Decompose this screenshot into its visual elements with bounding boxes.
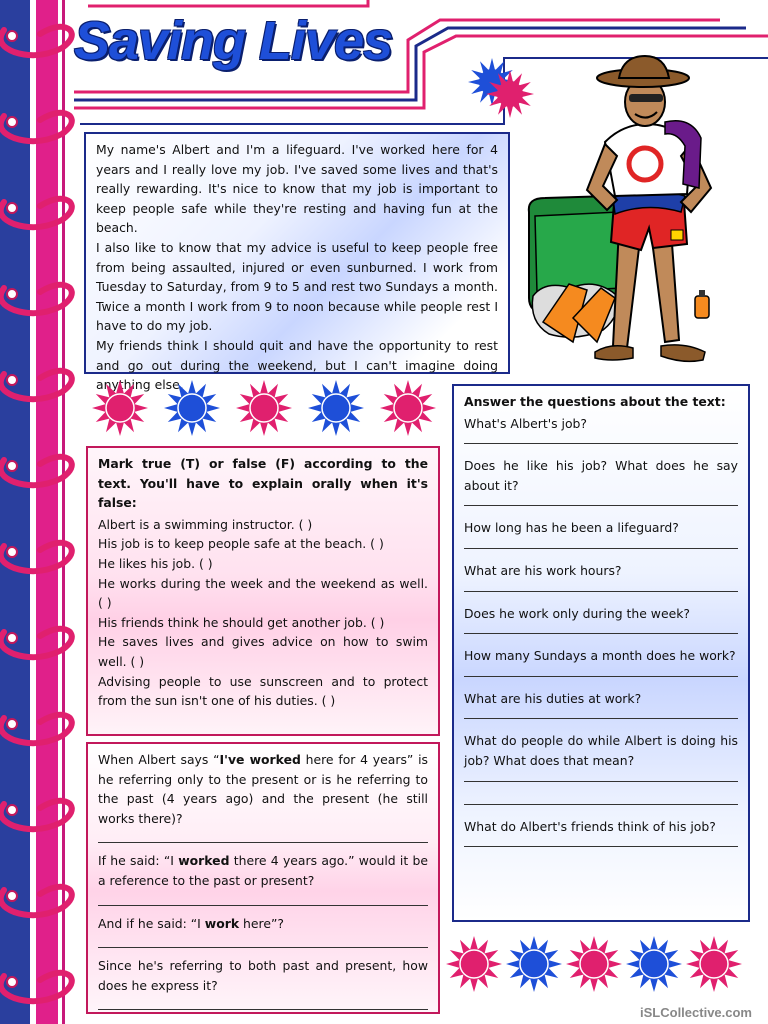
answer-line[interactable] — [98, 828, 428, 843]
grammar-question-3: And if he said: “I work here”? — [98, 915, 284, 931]
question-item: How long has he been a lifeguard? — [464, 520, 679, 536]
sun-star-icon — [380, 380, 436, 436]
spiral-ring-icon — [1, 887, 72, 915]
questions-instruction: Answer the questions about the text: — [464, 394, 726, 409]
reading-paragraph: My friends think I should quit and have the opportunity to rest and go out during the weekend, but I can't imagine doing anything else. — [96, 337, 498, 393]
reading-paragraph: I also like to know that my advice is useful to keep people free from being assaulted, injured or even sunburned. I work from Tuesday to Saturday, from 9 to 5 and rest two Sundays a month. Twice a month I work from 9 to noon because while people rest I have to do my job. — [96, 239, 498, 334]
true-false-item: His job is to keep people safe at the beach. ( ) — [98, 536, 384, 552]
grammar-question-1: When Albert says “I've worked here for 4 years” is he referring only to the present or is he referring to the past (4 years ago) and the present (he still works there)? — [98, 752, 429, 826]
answer-line[interactable] — [98, 891, 428, 906]
answer-line[interactable] — [464, 623, 738, 634]
question-item: What are his duties at work? — [464, 690, 642, 706]
reading-text-box — [84, 132, 510, 393]
spiral-ring-icon — [1, 199, 72, 227]
answer-line[interactable] — [98, 933, 428, 948]
lifeguard-illustration — [515, 52, 755, 372]
questions-box — [452, 384, 750, 922]
true-false-instruction: Mark true (T) or false (F) according to the text. You'll have to explain orally when it's false: — [98, 456, 428, 511]
sun-star-icon — [626, 936, 682, 992]
spiral-ring-icon — [0, 0, 80, 1024]
question-item: What's Albert's job? — [464, 415, 587, 431]
page-title: Saving Lives — [74, 11, 393, 71]
spiral-ring-icon — [1, 715, 72, 743]
question-item: What are his work hours? — [464, 562, 622, 578]
spiral-ring-icon — [1, 543, 72, 571]
spiral-ring-icon — [1, 457, 72, 485]
answer-line[interactable] — [464, 771, 738, 782]
spiral-ring-icon — [1, 285, 72, 313]
sun-star-icon — [308, 380, 364, 436]
true-false-item: He likes his job. ( ) — [98, 555, 213, 571]
answer-line[interactable] — [464, 433, 738, 444]
sun-star-icon — [566, 936, 622, 992]
true-false-item: His friends think he should get another job. ( ) — [98, 614, 385, 630]
true-false-item: Advising people to use sunscreen and to protect from the sun isn't one of his duties. ( ) — [98, 673, 428, 709]
answer-line[interactable] — [464, 495, 738, 506]
reading-paragraph: My name's Albert and I'm a lifeguard. I've worked here for 4 years and I really love my job. I've saved some lives and that's really rewarding. It's nice to know that my job is important to keep people safe while they're resting and having fun at the beach. — [96, 142, 498, 236]
spiral-ring-icon — [1, 371, 72, 399]
true-false-item: He works during the week and the weekend as well. ( ) — [98, 575, 428, 611]
spiral-binding — [0, 0, 80, 1024]
sun-star-icon — [92, 380, 148, 436]
star-row — [86, 380, 440, 440]
sun-star-icon — [236, 380, 292, 436]
answer-line[interactable] — [464, 794, 738, 805]
spiral-ring-icon — [1, 629, 72, 657]
footer-watermark: iSLCollective.com — [640, 1005, 752, 1020]
true-false-item: He saves lives and gives advice on how to swim well. ( ) — [98, 634, 428, 669]
star-row — [446, 930, 766, 996]
answer-line[interactable] — [464, 538, 738, 549]
question-item: What do people do while Albert is doing his job? What does that mean? — [464, 733, 738, 768]
answer-line[interactable] — [98, 995, 428, 1010]
question-item: How many Sundays a month does he work? — [464, 648, 736, 664]
question-item: Does he work only during the week? — [464, 605, 690, 621]
question-item: Does he like his job? What does he say about it? — [464, 458, 738, 493]
sun-star-icon — [164, 380, 220, 436]
answer-line[interactable] — [464, 581, 738, 592]
spiral-ring-icon — [1, 973, 72, 1001]
question-item: What do Albert's friends think of his job? — [464, 818, 716, 834]
sun-star-icon — [446, 936, 502, 992]
grammar-question-4: Since he's referring to both past and present, how does he express it? — [98, 958, 428, 993]
grammar-box — [86, 742, 440, 1014]
answer-line[interactable] — [464, 666, 738, 677]
spiral-ring-icon — [1, 801, 72, 829]
answer-line[interactable] — [464, 708, 738, 719]
answer-line[interactable] — [464, 836, 738, 847]
true-false-box — [86, 446, 440, 736]
sun-star-icon — [686, 936, 742, 992]
grammar-question-2: If he said: “I worked there 4 years ago.” would it be a reference to the past or present? — [98, 853, 428, 888]
sun-star-icon — [506, 936, 562, 992]
true-false-item: Albert is a swimming instructor. ( ) — [98, 516, 313, 532]
